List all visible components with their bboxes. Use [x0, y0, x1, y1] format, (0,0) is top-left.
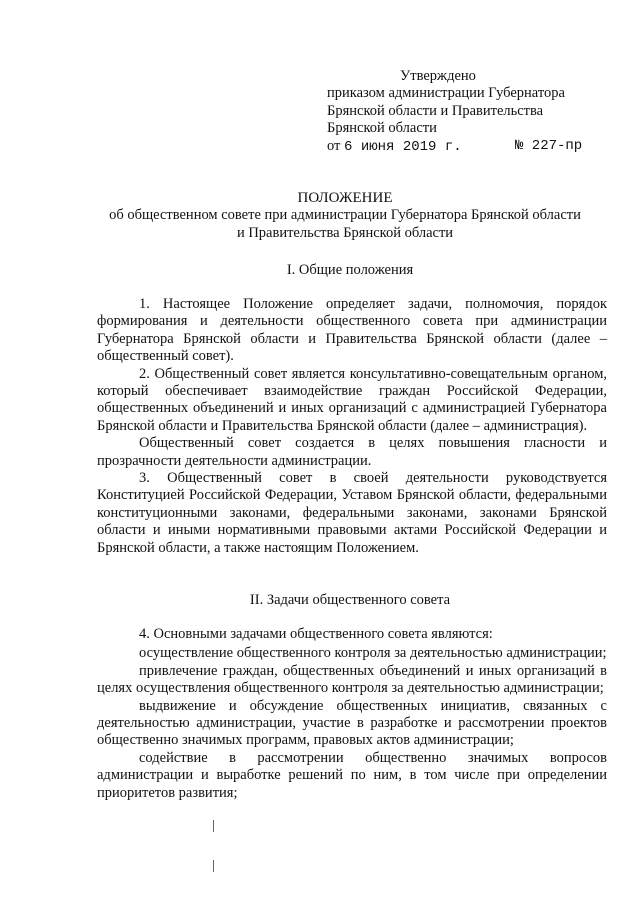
paragraph: Общественный совет создается в целях повышения гласности и прозрачности деятельности администрации.	[97, 435, 607, 469]
paragraph: осуществление общественного контроля за деятельностью администрации;	[139, 645, 607, 662]
scan-artifact	[213, 860, 214, 872]
section-body	[97, 626, 607, 802]
document-title	[95, 190, 595, 242]
scan-artifact	[213, 820, 214, 832]
approval-date-line	[327, 138, 607, 156]
approval-stamp	[327, 68, 607, 156]
paragraph: привлечение граждан, общественных объединений и иных организаций в целях осуществления общественного контроля за деятельностью администрации;	[97, 662, 607, 697]
approval-date: 6 июня 2019 г.	[344, 138, 462, 155]
order-number: № 227-пр	[515, 137, 583, 154]
approval-line: Брянской области и Правительства	[327, 102, 544, 119]
paragraph: 3. Общественный совет в своей деятельности руководствуется Конституцией Российской Федерации, Уставом Брянской области, федеральными конституционными законами, федеральными законами, законами Брянской области и иными нормативными правовыми актами Российской Федерации и Брянской области, а также настоящим Положением.	[97, 470, 607, 556]
title-line: и Правительства Брянской области	[236, 224, 454, 241]
paragraph: 2. Общественный совет является консультативно-совещательным органом, который обеспечивает взаимодействие граждан Российской Федерации, общественных объединений и иных организаций с администрацией Губернатора Брянской области и Правительства Брянской области (далее – администрация).	[97, 365, 607, 434]
paragraph: выдвижение и обсуждение общественных инициатив, связанных с деятельностью администрации, участие в разработке и рассмотрении проектов общественно значимых программ, правовых актов администрации;	[97, 697, 607, 749]
section-heading: II. Задачи общественного совета	[249, 592, 451, 608]
paragraph: содействие в рассмотрении общественно значимых вопросов администрации и выработке решений по ним, в том числе при определении приоритетов развития;	[97, 749, 607, 801]
section-heading: I. Общие положения	[286, 262, 414, 278]
approval-line: Брянской области	[327, 120, 437, 137]
title-main: ПОЛОЖЕНИЕ	[297, 190, 393, 206]
approval-line: приказом администрации Губернатора	[327, 85, 565, 102]
paragraph: 4. Основными задачами общественного совета являются:	[139, 626, 493, 642]
paragraph: 1. Настоящее Положение определяет задачи, полномочия, порядок формирования и деятельности общественного совета при администрации Губернатора Брянской области и Правительства Брянской области (далее – общественный совет).	[97, 296, 607, 365]
date-prefix: от	[327, 137, 341, 154]
section-body	[97, 296, 607, 557]
approval-heading: Утверждено	[400, 68, 476, 84]
title-line: об общественном совете при администрации Губернатора Брянской области	[109, 207, 581, 224]
